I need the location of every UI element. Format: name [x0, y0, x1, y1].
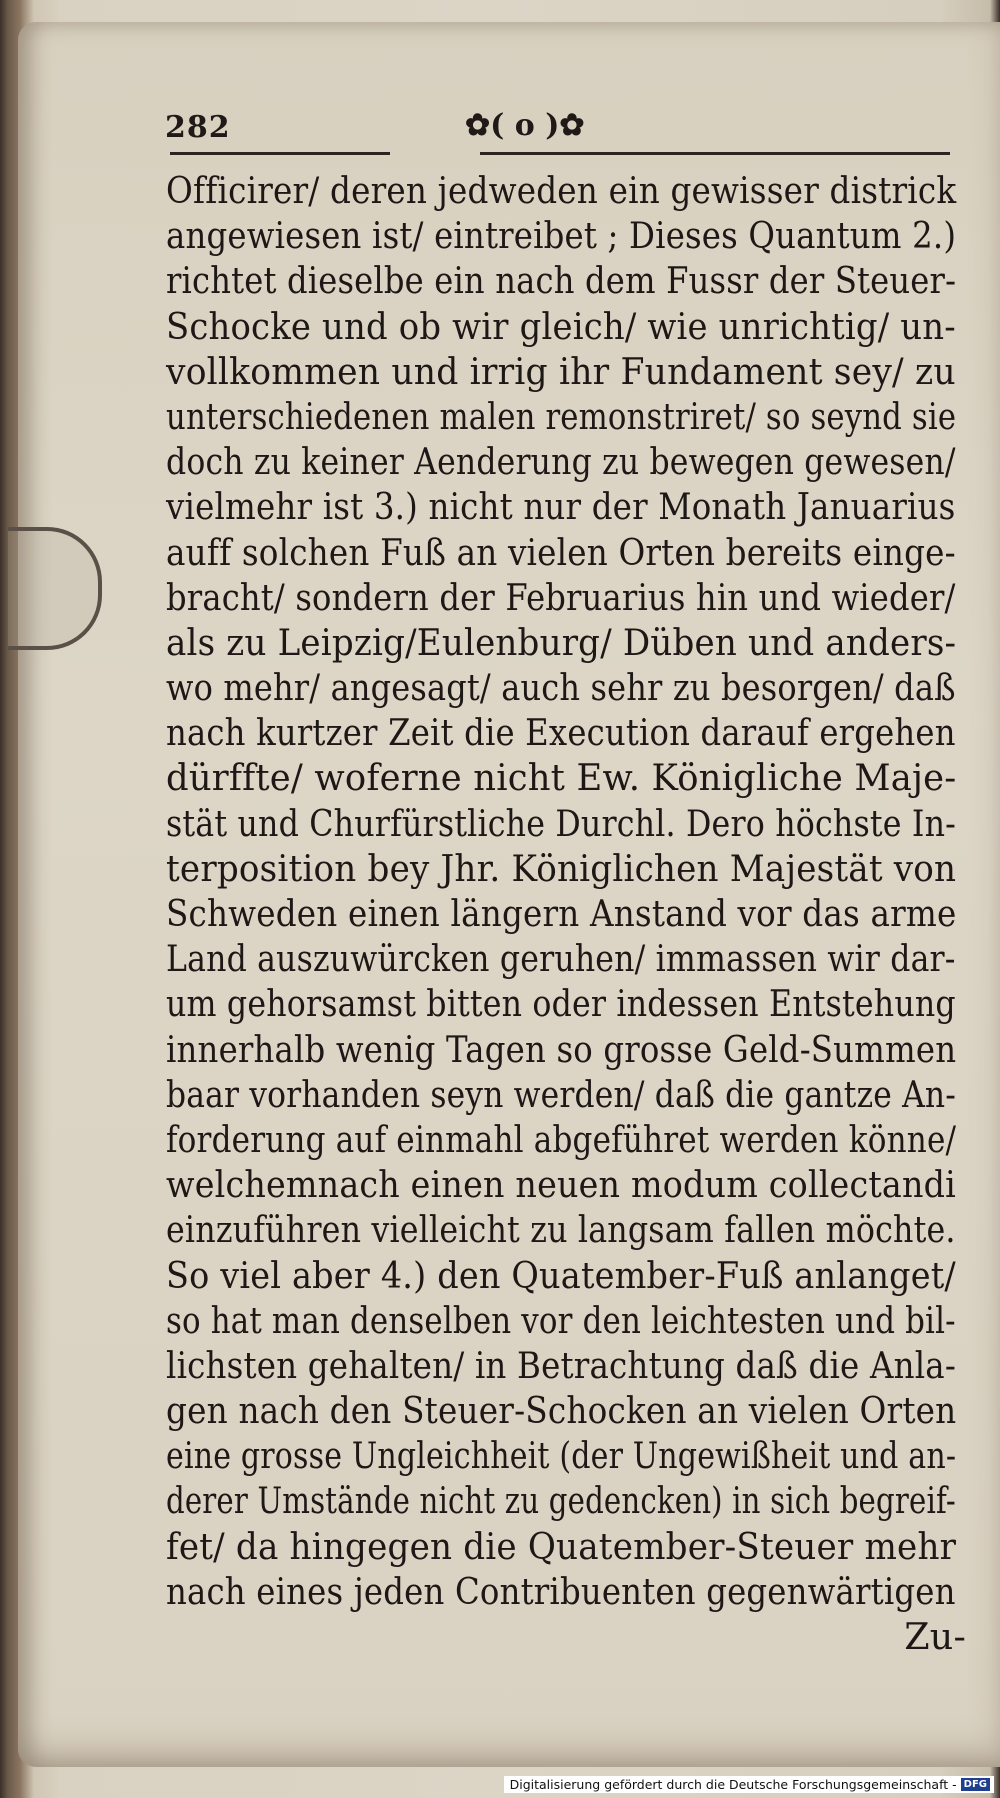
text-line: innerhalb wenig Tagen so grosse Geld-Summen: [166, 1027, 957, 1071]
text-line: lichsten gehalten/ in Betrachtung daß die Anla-: [166, 1343, 957, 1387]
body-text: [166, 168, 966, 1659]
text-line: nach kurtzer Zeit die Execution darauf ergehen: [166, 711, 956, 755]
text-line: Schocke und ob wir gleich/ wie unrichtig/ un-: [166, 304, 956, 348]
text-line: als zu Leipzig/Eulenburg/ Düben und anders-: [166, 620, 957, 664]
text-line: unterschiedenen malen remonstriret/ so seynd sie: [166, 394, 957, 438]
text-line: Schweden einen längern Anstand vor das arme: [166, 892, 957, 935]
text-line: nach eines jeden Contribuenten gegenwärtigen: [166, 1569, 956, 1613]
header-rule-left: [170, 152, 390, 155]
text-line: fet/ da hingegen die Quatember-Steuer mehr: [166, 1524, 957, 1568]
text-line: terposition bey Jhr. Königlichen Majestät von: [166, 846, 957, 890]
footer-text: Digitalisierung gefördert durch die Deutsche Forschungsgemeinschaft -: [509, 1777, 957, 1792]
text-line: wo mehr/ angesagt/ auch sehr zu besorgen/ daß: [166, 666, 956, 710]
text-line: Officirer/ deren jedweden ein gewisser districk: [166, 169, 957, 212]
text-line: dürffte/ woferne nicht Ew. Königliche Maje-: [166, 756, 957, 800]
text-line: vielmehr ist 3.) nicht nur der Monath Januarius: [166, 485, 956, 529]
header-rule-right: [480, 152, 950, 155]
text-line: gen nach den Steuer-Schocken an vielen Orten: [166, 1389, 957, 1433]
bookmark-ribbon: [8, 527, 102, 650]
header-ornament: ✿( o )✿: [465, 108, 585, 143]
footer-credit: [504, 1776, 994, 1793]
text-line: angewiesen ist/ eintreibet ; Dieses Quantum 2.): [166, 214, 957, 258]
text-line: forderung auf einmahl abgeführet werden könne/: [166, 1117, 957, 1161]
page-header: [165, 108, 965, 150]
text-line: auff solchen Fuß an vielen Orten bereits einge-: [166, 530, 956, 574]
text-line: einzuführen vielleicht zu langsam fallen möchte.: [166, 1208, 956, 1252]
text-line: derer Umstände nicht zu gedencken) in sich begreif-: [166, 1479, 956, 1523]
catchword: Zu-: [904, 1615, 966, 1658]
text-line: so hat man denselben vor den leichtesten und bil-: [166, 1298, 956, 1342]
text-line: um gehorsamst bitten oder indessen Entstehung: [166, 982, 956, 1026]
page-number: 282: [165, 110, 231, 145]
text-line: bracht/ sondern der Februarius hin und wieder/: [166, 575, 956, 619]
text-line: stät und Churfürstliche Durchl. Dero höchste In-: [166, 801, 957, 845]
text-line: baar vorhanden seyn werden/ daß die gantze An-: [166, 1072, 957, 1116]
dfg-logo: DFG: [961, 1778, 990, 1791]
text-line: doch zu keiner Aenderung zu bewegen gewesen/: [166, 440, 956, 484]
text-line: Land auszuwürcken geruhen/ immassen wir dar-: [166, 937, 956, 981]
text-line: eine grosse Ungleichheit (der Ungewißheit und an-: [166, 1434, 957, 1478]
text-line: richtet dieselbe ein nach dem Fussr der Steuer-: [166, 259, 957, 303]
text-line: welchemnach einen neuen modum collectandi: [166, 1163, 956, 1207]
text-line: So viel aber 4.) den Quatember-Fuß anlanget/: [166, 1253, 956, 1297]
text-line: vollkommen und irrig ihr Fundament sey/ zu: [166, 349, 956, 393]
